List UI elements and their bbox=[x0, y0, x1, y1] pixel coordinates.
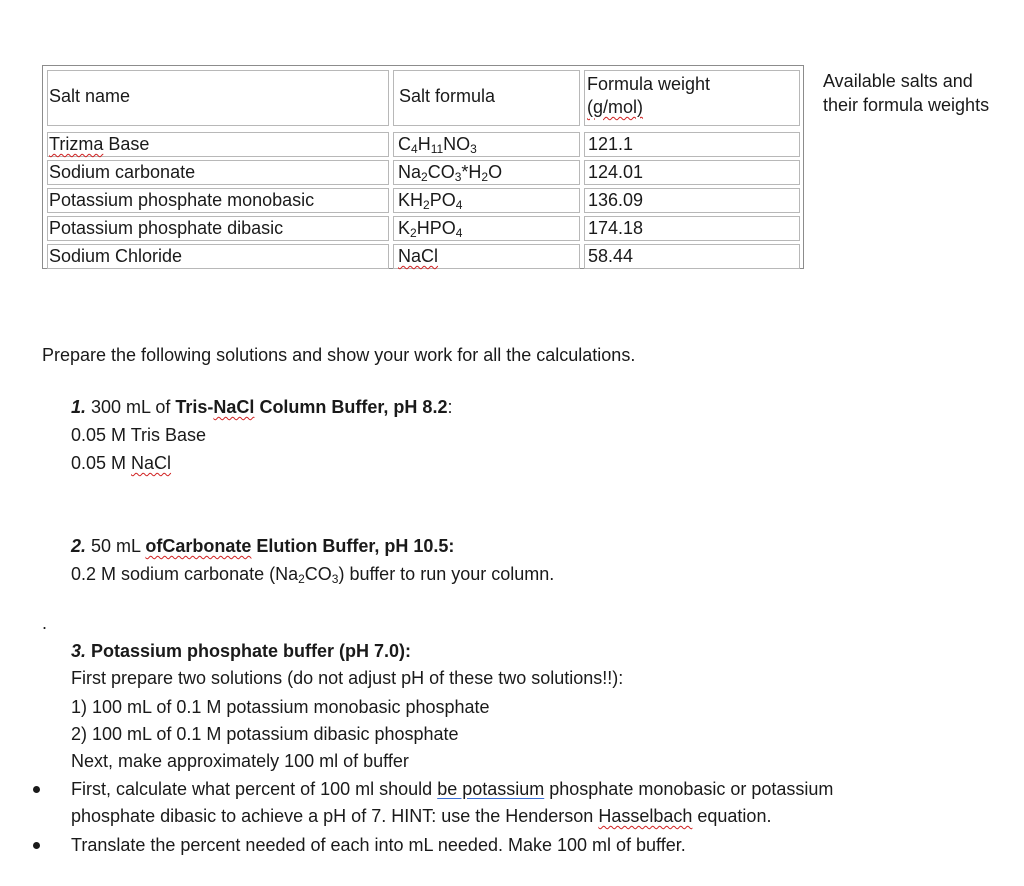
item1-heading: 1. 300 mL of Tris-NaCl Column Buffer, pH 8.2: bbox=[71, 397, 453, 417]
salt-name: Sodium Chloride bbox=[49, 246, 183, 266]
item3-line4: Next, make approximately 100 ml of buffer bbox=[71, 751, 409, 771]
bullet-1 bbox=[33, 786, 40, 793]
salt-name: Potassium phosphate monobasic bbox=[49, 190, 315, 210]
item3-bullet2: Translate the percent needed of each into mL needed. Make 100 ml of buffer. bbox=[71, 835, 686, 855]
salt-formula: NaCl bbox=[398, 246, 439, 266]
formula-weight: 121.1 bbox=[588, 134, 634, 154]
salt-formula: $Na_2CO_3*H_2O$ bbox=[398, 162, 503, 184]
header-salt-formula: Salt formula bbox=[399, 86, 496, 106]
intro-text: Prepare the following solutions and show your work for all the calculations. bbox=[42, 345, 636, 365]
salt-formula: $KH_2PO_4$ bbox=[398, 190, 463, 212]
salt-name: Sodium carbonate bbox=[49, 162, 196, 182]
header-formula-weight: Formula weight (g/mol) bbox=[587, 74, 711, 117]
item1-line2: 0.05 M NaCl bbox=[71, 453, 172, 473]
salt-name: Potassium phosphate dibasic bbox=[49, 218, 284, 238]
item2-line: 0.2 M sodium carbonate $(Na_2CO_3)$ buffer to run your column. bbox=[71, 564, 555, 586]
salt-name: Trizma Base bbox=[49, 134, 150, 154]
item3-bullet1-line2: phosphate dibasic to achieve a pH of 7. HINT: use the Henderson Hasselbach equation. bbox=[71, 806, 772, 826]
item3-bullet1-line1: First, calculate what percent of 100 ml should be potassium phosphate monobasic or potassium bbox=[71, 779, 834, 799]
bullet-2 bbox=[33, 842, 40, 849]
formula-weight: 136.09 bbox=[588, 190, 644, 210]
item1-line1: 0.05 M Tris Base bbox=[71, 425, 207, 445]
item3-heading: 3. Potassium phosphate buffer (pH 7.0): bbox=[71, 641, 412, 661]
formula-weight: 174.18 bbox=[588, 218, 644, 238]
stray-dot: . bbox=[42, 613, 48, 633]
item3-line2: 1) 100 mL of 0.1 M potassium monobasic phosphate bbox=[71, 697, 490, 717]
salt-formula: $C_4H_{11}NO_3$ bbox=[398, 134, 477, 156]
salt-formula: $K_2HPO_4$ bbox=[398, 218, 463, 240]
salt-table bbox=[42, 65, 804, 269]
header-salt-name: Salt name bbox=[49, 86, 131, 106]
item3-line1: First prepare two solutions (do not adjust pH of these two solutions!!): bbox=[71, 668, 624, 688]
formula-weight: 124.01 bbox=[588, 162, 644, 182]
item3-line3: 2) 100 mL of 0.1 M potassium dibasic phosphate bbox=[71, 724, 459, 744]
formula-weight: 58.44 bbox=[588, 246, 634, 266]
side-note: Available salts and their formula weights bbox=[823, 71, 990, 115]
item2-heading: 2. 50 mL ofCarbonate Elution Buffer, pH 10.5: bbox=[71, 536, 455, 556]
